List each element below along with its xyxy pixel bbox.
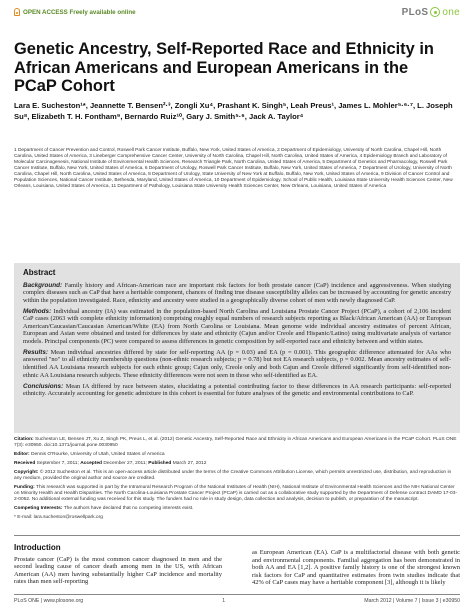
results-text: Mean individual ancestries differed by state for self-reporting AA (p = 0.03) and EA (p = 0.001). This geographic difference attenuated for AAs who answered "no" to all ethnicity membership questions (non-ethnic research subjects; p = 0.78) but not EA research subjects, p = 0.002. Mean ancestry estimates of self-identified AA Louisiana research subjects for each ethnic group; Cajun only, Creole only and both Cajun and Creole differed significantly from self-identified non-ethnic AA Louisiana research subjects. These ethnicity differences were not seen in those who self-identified as EA. — [23, 348, 452, 379]
author-list: Lara E. Sucheston¹*, Jeannette T. Bensen²·³, Zongli Xu⁴, Prashant K. Singh⁵, Leah Preus¹, James L. Mohler⁵·⁶·⁷, L. Joseph Su⁸, Elizabeth T. H. Fontham⁹, Bernardo Ruiz¹⁰, Gary J. Smith⁵·⁶, Jack A. Taylor⁴ — [14, 101, 453, 121]
open-access-badge[interactable] — [14, 8, 136, 16]
editor-text: Dennis O'Rourke, University of Utah, United States of America — [30, 451, 165, 457]
conclusions-text: Mean IA differed by race between states, elucidating a potential contributing factor to these differences in AA research participants: self-reported ethnicity. Accurately accounting for genetic admixture in this cohort is essential for future analyses of the genetic and environmental contributions to CaP. — [23, 382, 451, 398]
abstract-box — [14, 263, 460, 433]
plos-one-logo[interactable] — [402, 7, 460, 18]
methods-text: Individual ancestry (IA) was estimated in the population-based North Carolina and Louisiana Prostate Cancer Project (PCaP), a cohort of 2,106 incident CaP cases (2063 with complete ethnicity information) comprising roughly equal numbers of research subjects reporting as Black/African American (AA) or European American/Caucasian/Caucasian American/White (EA) from North Carolina or Louisiana. Mean genome wide individual ancestry estimates of percent African, European and Asian were obtained and tested for differences by state and ethnicity (Cajun and/or Creole and Hispanic/Latino) using multivariate analysis of variance models. Principal components (PC) were compared to assess differences in genetic composition by self-reported race and ethnicity between and within states. — [23, 307, 452, 345]
abstract-conclusions — [23, 383, 451, 398]
accepted-date: December 27, 2011; — [103, 460, 147, 466]
abstract-methods — [23, 308, 451, 346]
funding-text: This research was supported in part by the Intramural Research Program of the National Institutes of Health (NIH), National Institute of Environmental Health Sciences and the NIH National Center on Minority Health and Health Disparities. The North Carolina-Louisiana Prostate Cancer Project (PCaP) is carried out as a collaborative study supported by the Department of Defense contract DAMD 17-03-2-0052. No additional external funding was received for this study. The funders had no role in study design, data collection and analysis, decision to publish, or preparation of the manuscript. — [14, 484, 458, 502]
footer-divider — [14, 594, 460, 595]
abstract-heading: Abstract — [23, 268, 56, 277]
intro-left-text: Prostate cancer (CaP) is the most common cancer diagnosed in men and the second leading cause of cancer death among men in the US, with African American (AA) men having substantially higher CaP incidence and mortality rates than men self-reporting — [14, 555, 222, 586]
editor-label: Editor: — [14, 451, 30, 457]
footer-page-number: 1 — [222, 598, 226, 604]
received-label: Received — [14, 460, 36, 466]
citation-label: Citation: — [14, 437, 34, 442]
footer-issue: March 2012 | Volume 7 | Issue 3 | e30950 — [364, 598, 460, 604]
section-divider — [14, 535, 460, 536]
citation — [14, 437, 460, 449]
logo-plos: PLoS — [401, 6, 429, 18]
abstract-results — [23, 349, 451, 379]
journal-header — [14, 4, 460, 20]
background-text: Family history and African-American race are important risk factors for both prostate cancer (CaP) incidence and aggressiveness. When studying complex diseases such as CaP that have a heritable component, chances of finding true disease susceptibility alleles can be increased by accounting for genetic ancestry within the population investigated. Race, ethnicity and ancestry were studied in a geographically diverse cohort of men with newly diagnosed CaP. — [23, 281, 451, 304]
accepted-label: Accepted — [80, 460, 102, 466]
intro-right-text: as European American (EA). CaP is a multifactorial disease with both genetic and environmental components. Familial aggregation has been demonstrated in both AA and EA [1,2]. A positive family history is one of the strongest known risk factors for CaP and quantitative estimates from twin studies indicate that 42% of CaP cases may have a heritable component [3], although it is likely — [252, 549, 460, 587]
open-access-lock-icon — [14, 8, 20, 16]
intro-left-column — [14, 544, 222, 586]
footer-journal[interactable]: PLoS ONE | www.plosone.org — [14, 598, 84, 604]
competing-interests — [14, 506, 460, 512]
copyright — [14, 470, 460, 482]
received-date: September 7, 2011; — [36, 460, 79, 466]
competing-label: Competing Interests: — [14, 505, 63, 511]
copyright-text: © 2012 Sucheston et al. This is an open-access article distributed under the terms of the Creative Commons Attribution License, which permits unrestricted use, distribution, and reproduction in any medium, provided the original author and source are credited. — [14, 469, 452, 481]
affiliations: 1 Department of Cancer Prevention and Control, Roswell Park Cancer Institute, Buffalo, New York, United States of America, 2 Department of Epidemiology, University of North Carolina, Chapel Hill, North Carolina, United States of America, 3 Lineberger Comprehensive Cancer Center, University of North Carolina, Chapel Hill, North Carolina, United States of America, 4 Epidemiology Branch and Laboratory of Molecular Carcinogenesis, National Institute of Environmental Health Sciences, Research Triangle Park, North Carolina, United States of America, 5 Department of Genetics and Pharmacology, Roswell Park Cancer Institute, Buffalo, New York, United States of America, 6 Department of Urology, Roswell Park Cancer Institute, Buffalo, New York, United States of America, 7 Department of Urology, University of North Carolina, Chapel Hill, North Carolina, United States of America, 8 Department of Urology, State University of New York at Buffalo, Buffalo, New York, United States of America, 9 Division of Cancer Control and Population Sciences, National Cancer Institute, Bethesda, Maryland, United States of America, 10 Department of Epidemiology, School of Public Health, Louisiana State University Health Sciences Center, New Orleans, Louisiana, United States of America, 11 Department of Pathology, Louisiana State University Health Sciences Center, New Orleans, Louisiana, United States of America — [14, 148, 453, 190]
background-label: Background: — [23, 281, 63, 289]
funding-label: Funding: — [14, 484, 35, 490]
citation-text: Sucheston LE, Bensen JT, Xu Z, Singh PK, Preus L, et al. (2012) Genetic Ancestry, Self-Reported Race and Ethnicity in African Americans and European Americans in the PCaP Cohort. PLoS ONE 7(3): e30950. doi:10.1371/journal.pone.0030950 — [14, 437, 457, 448]
funding — [14, 485, 460, 503]
competing-text: The authors have declared that no competing interests exist. — [63, 505, 194, 511]
logo-one: one — [442, 6, 460, 18]
article-title: Genetic Ancestry, Self-Reported Race and Ethnicity in African Americans and European Americans in the PCaP Cohort — [14, 40, 434, 95]
dates — [14, 461, 460, 467]
editor — [14, 452, 460, 458]
copyright-label: Copyright: — [14, 469, 39, 475]
open-access-label: OPEN ACCESS Freely available online — [23, 8, 136, 16]
plos-logo-icon — [430, 7, 440, 17]
page-footer — [14, 598, 460, 604]
results-label: Results: — [23, 348, 49, 356]
published-label: Published — [148, 460, 172, 466]
intro-heading: Introduction — [14, 543, 61, 552]
methods-label: Methods: — [23, 307, 52, 315]
article-metadata — [14, 437, 460, 524]
published-date: March 27, 2012 — [172, 460, 207, 466]
abstract-background — [23, 282, 451, 305]
conclusions-label: Conclusions: — [23, 382, 64, 390]
intro-right-column — [252, 549, 460, 587]
corresponding-email[interactable]: * E-mail: lara.sucheston@roswellpark.org — [14, 514, 103, 520]
